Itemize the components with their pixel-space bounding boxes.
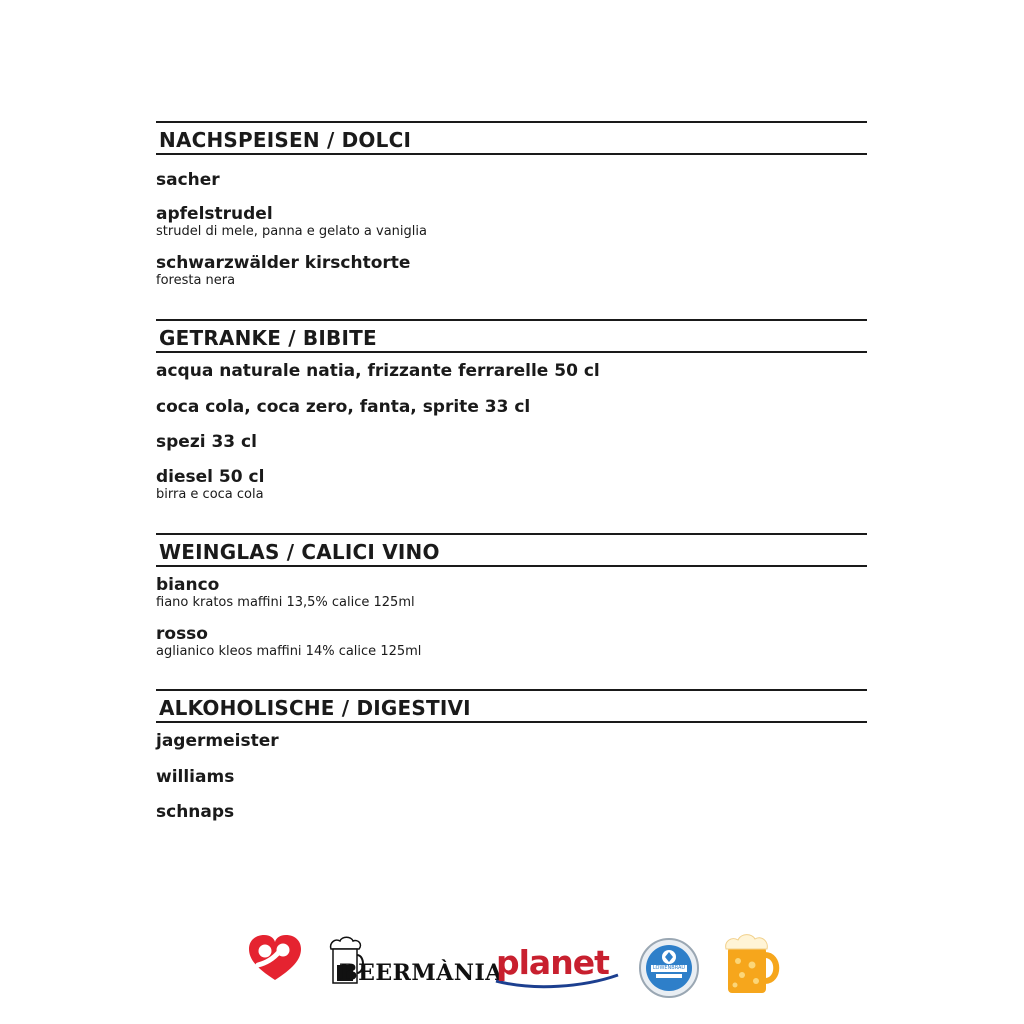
item-name: bianco bbox=[156, 575, 220, 595]
menu-item bbox=[156, 170, 867, 190]
item-description: fiano kratos maffini 13,5% calice 125ml bbox=[156, 595, 415, 610]
item-name: apfelstrudel bbox=[156, 204, 273, 224]
item-description: aglianico kleos maffini 14% calice 125ml bbox=[156, 644, 422, 659]
menu-item bbox=[156, 575, 867, 611]
item-description: foresta nera bbox=[156, 273, 236, 288]
item-description: strudel di mele, panna e gelato a vaniglia bbox=[156, 224, 427, 239]
section-weinglas bbox=[156, 533, 867, 660]
menu-item bbox=[156, 467, 867, 503]
menu-item bbox=[156, 767, 867, 787]
planet-wordmark: planet bbox=[496, 943, 609, 982]
item-name: rosso bbox=[156, 624, 208, 644]
menu-list bbox=[156, 121, 867, 822]
section-header bbox=[156, 689, 867, 723]
section-title: NACHSPEISEN / DOLCI bbox=[159, 128, 412, 152]
section-title: GETRANKE / BIBITE bbox=[159, 326, 377, 350]
item-name: acqua naturale natia, frizzante ferrarelle 50 cl bbox=[156, 361, 600, 381]
planet-logo bbox=[494, 941, 620, 995]
menu-item bbox=[156, 397, 867, 417]
beermania-wordmark: BEERMÀNIA bbox=[339, 960, 503, 986]
section-title: ALKOHOLISCHE / DIGESTIVI bbox=[159, 696, 471, 720]
pretzel-logo-icon bbox=[246, 933, 304, 983]
section-nachspeisen bbox=[156, 121, 867, 289]
item-name: diesel 50 cl bbox=[156, 467, 265, 487]
beer-mug-icon bbox=[722, 931, 782, 997]
section-header bbox=[156, 319, 867, 353]
section-alkoholische bbox=[156, 689, 867, 822]
section-getranke bbox=[156, 319, 867, 503]
menu-item bbox=[156, 204, 867, 240]
menu-item bbox=[156, 361, 867, 381]
menu-item bbox=[156, 432, 867, 452]
item-name: schwarzwälder kirschtorte bbox=[156, 253, 411, 273]
section-header bbox=[156, 533, 867, 567]
item-name: jagermeister bbox=[156, 731, 279, 751]
sponsor-logos bbox=[0, 925, 1024, 1005]
menu-item bbox=[156, 731, 867, 751]
section-title: WEINGLAS / CALICI VINO bbox=[159, 540, 440, 564]
lowenbrau-logo bbox=[638, 937, 700, 999]
menu-item bbox=[156, 624, 867, 660]
item-name: schnaps bbox=[156, 802, 235, 822]
lowenbrau-label: LÖWENBRÄU bbox=[652, 965, 686, 971]
item-name: spezi 33 cl bbox=[156, 432, 257, 452]
item-name: sacher bbox=[156, 170, 220, 190]
item-name: coca cola, coca zero, fanta, sprite 33 cl bbox=[156, 397, 531, 417]
item-description: birra e coca cola bbox=[156, 487, 264, 502]
section-header bbox=[156, 121, 867, 155]
menu-item bbox=[156, 253, 867, 289]
beermania-logo bbox=[325, 935, 503, 997]
item-name: williams bbox=[156, 767, 235, 787]
menu-item bbox=[156, 802, 867, 822]
